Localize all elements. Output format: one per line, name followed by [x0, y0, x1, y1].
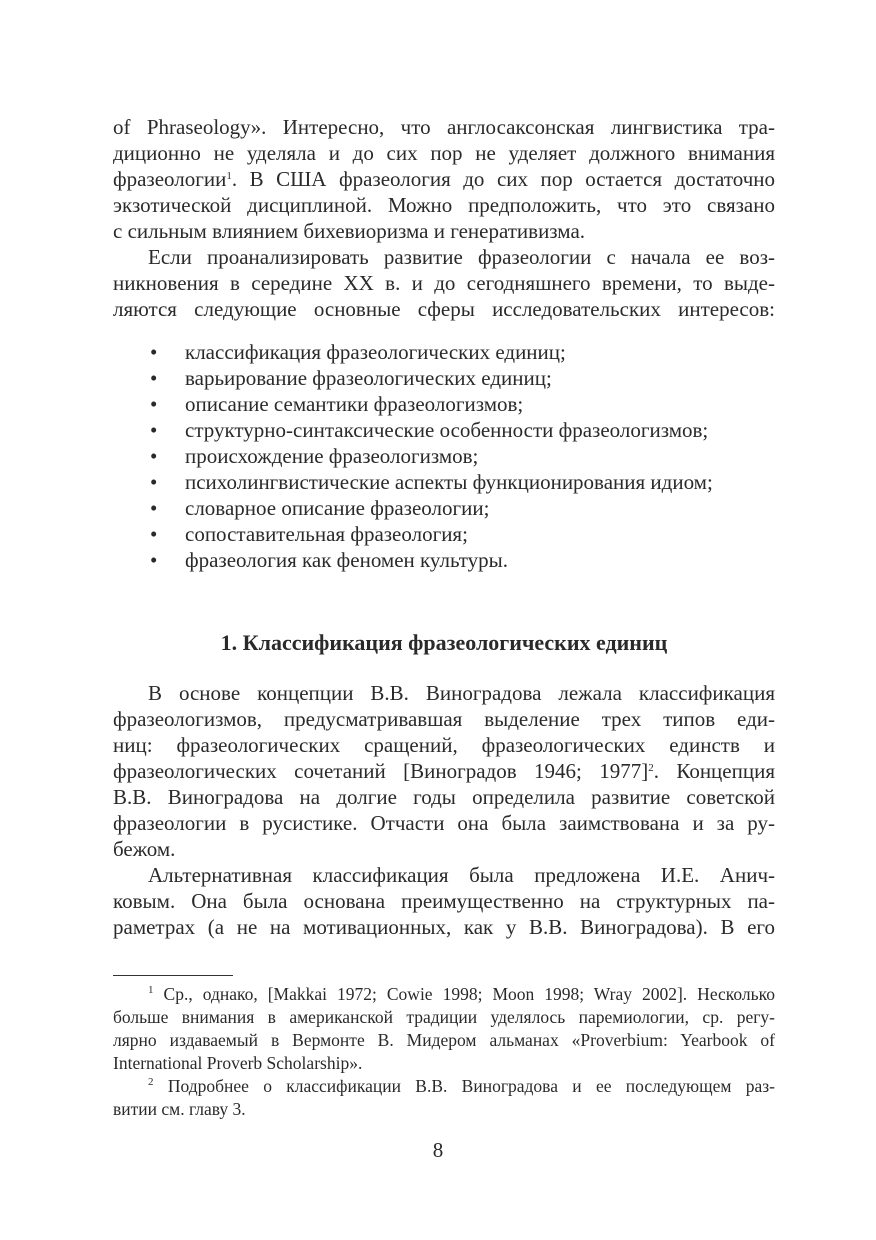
text-line: с сильным влиянием бихевиоризма и генеративизма. — [113, 219, 586, 243]
text-line: раметрах (а не на мотивационных, как у В.В. Виноградова). В его — [113, 915, 775, 939]
text-line: фразеологии в русистике. Отчасти она была заимствована и за ру- — [113, 811, 775, 835]
text: фразеологических сочетаний [Виноградов 1946; 1977] — [113, 759, 649, 783]
text: Ср., однако, [Makkai 1972; Cowie 1998; Moon 1998; Wray 2002]. Несколько — [163, 984, 776, 1004]
footnote-line: больше внимания в американской традиции уделялось паремиологии, ср. регу- — [113, 1007, 775, 1027]
text-line: ниц: фразеологических сращений, фразеологических единств и — [113, 733, 775, 757]
text-line: В основе концепции В.В. Виноградова лежала классификация — [148, 681, 775, 705]
text-line: диционно не уделяла и до сих пор не уделяет должного внимания — [113, 141, 775, 165]
text-line: бежом. — [113, 837, 176, 861]
footnote-line: лярно издаваемый в Вермонте В. Мидером альманах «Proverbium: Yearbook of — [113, 1030, 775, 1050]
text-line: фразеологизмов, предусматривавшая выделение трех типов еди- — [113, 707, 775, 731]
text-line: ляются следующие основные сферы исследовательских интересов: — [113, 297, 775, 321]
list-item: варьирование фразеологических единиц; — [185, 366, 552, 390]
text-line — [113, 166, 775, 192]
text: фразеологии — [113, 167, 227, 191]
text: . Концепция — [653, 759, 775, 783]
bullet-icon: • — [150, 548, 158, 572]
footnote-line — [148, 1075, 775, 1098]
list-item: структурно-синтаксические особенности фразеологизмов; — [185, 418, 709, 442]
footnote-line — [148, 983, 775, 1006]
list-item: психолингвистические аспекты функционирования идиом; — [185, 470, 713, 494]
page-number: 8 — [432, 1138, 444, 1162]
list-item: сопоставительная фразеология; — [185, 522, 468, 546]
text: . В США фразеология до сих пор остается достаточно — [231, 167, 775, 191]
list-item: происхождение фразеологизмов; — [185, 444, 479, 468]
section-heading: 1. Классификация фразеологических единиц — [220, 630, 668, 655]
bullet-icon: • — [150, 444, 158, 468]
text-line: никновения в середине XX в. и до сегодняшнего времени, то выде- — [113, 271, 775, 295]
list-item: словарное описание фразеологии; — [185, 496, 490, 520]
text-line — [113, 758, 775, 784]
text-line: of Phraseology». Интересно, что англосаксонская лингвистика тра- — [113, 115, 775, 139]
footnote-line: International Proverb Scholarship». — [113, 1053, 363, 1073]
bullet-icon: • — [150, 418, 158, 442]
bullet-icon: • — [150, 522, 158, 546]
text: Подробнее о классификации В.В. Виноградова и ее последующем раз- — [167, 1076, 776, 1096]
list-item: классификация фразеологических единиц; — [185, 340, 566, 364]
bullet-icon: • — [150, 340, 158, 364]
text-line: В.В. Виноградова на долгие годы определила развитие советской — [113, 785, 775, 809]
bullet-icon: • — [150, 392, 158, 416]
text-line: Альтернативная классификация была предложена И.Е. Анич- — [148, 863, 775, 887]
text-line: Если проанализировать развитие фразеологии с начала ее воз- — [148, 245, 775, 269]
bullet-icon: • — [150, 366, 158, 390]
footnote-number: 1 — [148, 984, 154, 996]
footnote-divider — [113, 975, 233, 976]
list-item: фразеология как феномен культуры. — [185, 548, 509, 572]
footnote-number: 2 — [148, 1076, 154, 1088]
bullet-icon: • — [150, 470, 158, 494]
footnote-line: витии см. главу 3. — [113, 1099, 246, 1119]
text-line: ковым. Она была основана преимущественно на структурных па- — [113, 889, 775, 913]
bullet-icon: • — [150, 496, 158, 520]
text-line: экзотической дисциплиной. Можно предположить, что это связано — [113, 193, 775, 217]
footnote-ref[interactable]: 2 — [648, 762, 654, 774]
footnote-ref[interactable]: 1 — [226, 170, 232, 182]
list-item: описание семантики фразеологизмов; — [185, 392, 524, 416]
